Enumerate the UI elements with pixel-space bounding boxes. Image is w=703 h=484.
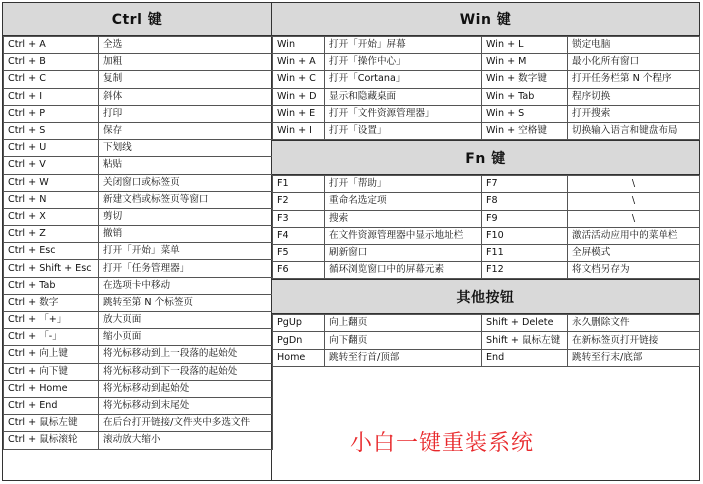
table-row xyxy=(4,88,273,105)
table-row xyxy=(273,332,700,349)
shortcut-action: 循环浏览窗口中的屏幕元素 xyxy=(325,262,482,279)
table-row xyxy=(4,37,273,54)
shortcut-key: Ctrl + 数字 xyxy=(4,294,99,311)
shortcut-key: Win + I xyxy=(273,122,325,139)
shortcut-action: 将光标移动到上一段落的起始处 xyxy=(99,346,273,363)
table-row xyxy=(4,346,273,363)
shortcut-key: Ctrl + 向上键 xyxy=(4,346,99,363)
shortcut-key: End xyxy=(482,349,568,366)
table-row xyxy=(4,432,273,449)
table-row xyxy=(273,262,700,279)
shortcut-key: Ctrl + End xyxy=(4,397,99,414)
shortcut-action: 打开任务栏第 N 个程序 xyxy=(568,71,700,88)
shortcut-key: Ctrl + I xyxy=(4,88,99,105)
shortcut-key: Ctrl + 「-」 xyxy=(4,329,99,346)
shortcut-key: Ctrl + C xyxy=(4,71,99,88)
shortcut-key: Win + D xyxy=(273,88,325,105)
table-row xyxy=(4,122,273,139)
shortcut-action: 打开「操作中心」 xyxy=(325,54,482,71)
shortcut-key: Win + S xyxy=(482,105,568,122)
ctrl-header: Ctrl 键 xyxy=(3,3,271,36)
table-row xyxy=(4,312,273,329)
shortcut-sheet xyxy=(2,2,700,481)
shortcut-action: 缩小页面 xyxy=(99,329,273,346)
shortcut-action: 跳转至行末/底部 xyxy=(568,349,700,366)
shortcut-action: 激活活动应用中的菜单栏 xyxy=(568,227,700,244)
shortcut-action: 将光标移动到末尾处 xyxy=(99,397,273,414)
table-row xyxy=(4,140,273,157)
table-row xyxy=(4,243,273,260)
shortcut-action: \ xyxy=(568,193,700,210)
shortcut-action: 显示和隐藏桌面 xyxy=(325,88,482,105)
table-row xyxy=(4,191,273,208)
table-row xyxy=(4,415,273,432)
table-row xyxy=(4,226,273,243)
table-row xyxy=(273,105,700,122)
shortcut-action: 打开「开始」屏幕 xyxy=(325,37,482,54)
table-row xyxy=(4,363,273,380)
table-row xyxy=(273,176,700,193)
shortcut-action: 将光标移动到起始处 xyxy=(99,380,273,397)
shortcut-action: 永久删除文件 xyxy=(568,315,700,332)
shortcut-action: \ xyxy=(568,176,700,193)
table-row xyxy=(273,193,700,210)
shortcut-action: 打开「Cortana」 xyxy=(325,71,482,88)
shortcut-key: Win + C xyxy=(273,71,325,88)
table-row xyxy=(4,174,273,191)
shortcut-key: Ctrl + Z xyxy=(4,226,99,243)
table-row xyxy=(4,329,273,346)
shortcut-key: Ctrl + S xyxy=(4,122,99,139)
shortcut-action: 新建文档或标签页等窗口 xyxy=(99,191,273,208)
shortcut-action: 在新标签页打开链接 xyxy=(568,332,700,349)
table-row xyxy=(4,54,273,71)
shortcut-action: 打开「帮助」 xyxy=(325,176,482,193)
shortcut-key: F12 xyxy=(482,262,568,279)
shortcut-key: Ctrl + 「+」 xyxy=(4,312,99,329)
shortcut-action: 打印 xyxy=(99,105,273,122)
shortcut-key: Ctrl + Tab xyxy=(4,277,99,294)
shortcut-key: Ctrl + B xyxy=(4,54,99,71)
shortcut-action: 将光标移动到下一段落的起始处 xyxy=(99,363,273,380)
shortcut-action: 打开「任务管理器」 xyxy=(99,260,273,277)
shortcut-key: Ctrl + A xyxy=(4,37,99,54)
shortcut-action: 重命名选定项 xyxy=(325,193,482,210)
shortcut-action: 锁定电脑 xyxy=(568,37,700,54)
shortcut-key: Ctrl + V xyxy=(4,157,99,174)
shortcut-action: 向下翻页 xyxy=(325,332,482,349)
shortcut-key: Ctrl + N xyxy=(4,191,99,208)
shortcut-key: Ctrl + X xyxy=(4,208,99,225)
table-row xyxy=(4,157,273,174)
watermark-logo: 小白一键重装系统 xyxy=(350,431,535,456)
shortcut-action: 在后台打开链接/文件夹中多选文件 xyxy=(99,415,273,432)
table-row xyxy=(273,349,700,366)
shortcut-key: Ctrl + Home xyxy=(4,380,99,397)
shortcut-action: \ xyxy=(568,210,700,227)
shortcut-action: 粘贴 xyxy=(99,157,273,174)
shortcut-key: Win xyxy=(273,37,325,54)
shortcut-action: 滚动放大缩小 xyxy=(99,432,273,449)
fn-table xyxy=(272,175,700,279)
shortcut-action: 向上翻页 xyxy=(325,315,482,332)
win-table xyxy=(272,36,700,140)
shortcut-action: 打开「设置」 xyxy=(325,122,482,139)
table-row xyxy=(4,260,273,277)
shortcut-key: F4 xyxy=(273,227,325,244)
other-header: 其他按钮 xyxy=(272,279,699,314)
table-row xyxy=(273,227,700,244)
ctrl-panel xyxy=(3,3,272,480)
ctrl-table xyxy=(3,36,273,450)
table-row xyxy=(4,397,273,414)
shortcut-action: 斜体 xyxy=(99,88,273,105)
shortcut-action: 跳转至第 N 个标签页 xyxy=(99,294,273,311)
right-panel xyxy=(272,3,699,480)
shortcut-action: 放大页面 xyxy=(99,312,273,329)
table-row xyxy=(273,122,700,139)
shortcut-key: Win + 数字键 xyxy=(482,71,568,88)
shortcut-action: 搜索 xyxy=(325,210,482,227)
shortcut-action: 程序切换 xyxy=(568,88,700,105)
shortcut-key: F5 xyxy=(273,244,325,261)
table-row xyxy=(273,37,700,54)
table-row xyxy=(273,88,700,105)
table-row xyxy=(4,277,273,294)
shortcut-key: PgUp xyxy=(273,315,325,332)
shortcut-action: 刷新窗口 xyxy=(325,244,482,261)
shortcut-key: Win + A xyxy=(273,54,325,71)
shortcut-key: Ctrl + Esc xyxy=(4,243,99,260)
shortcut-key: F7 xyxy=(482,176,568,193)
other-table xyxy=(272,314,700,367)
shortcut-key: F9 xyxy=(482,210,568,227)
shortcut-key: F6 xyxy=(273,262,325,279)
shortcut-key: Ctrl + 鼠标左键 xyxy=(4,415,99,432)
shortcut-action: 下划线 xyxy=(99,140,273,157)
shortcut-action: 关闭窗口或标签页 xyxy=(99,174,273,191)
shortcut-key: Win + Tab xyxy=(482,88,568,105)
shortcut-key: Win + E xyxy=(273,105,325,122)
shortcut-action: 全屏模式 xyxy=(568,244,700,261)
shortcut-action: 剪切 xyxy=(99,208,273,225)
shortcut-action: 最小化所有窗口 xyxy=(568,54,700,71)
shortcut-key: Ctrl + P xyxy=(4,105,99,122)
win-header: Win 键 xyxy=(272,3,699,36)
shortcut-key: F1 xyxy=(273,176,325,193)
shortcut-key: Win + L xyxy=(482,37,568,54)
table-row xyxy=(273,244,700,261)
fn-header: Fn 键 xyxy=(272,140,699,175)
table-row xyxy=(4,105,273,122)
shortcut-key: Ctrl + U xyxy=(4,140,99,157)
table-row xyxy=(273,210,700,227)
table-row xyxy=(273,315,700,332)
shortcut-action: 加粗 xyxy=(99,54,273,71)
table-row xyxy=(273,71,700,88)
shortcut-action: 打开「开始」菜单 xyxy=(99,243,273,260)
shortcut-action: 全选 xyxy=(99,37,273,54)
shortcut-action: 撤销 xyxy=(99,226,273,243)
table-row xyxy=(4,208,273,225)
shortcut-key: F10 xyxy=(482,227,568,244)
shortcut-key: Ctrl + W xyxy=(4,174,99,191)
shortcut-key: F11 xyxy=(482,244,568,261)
shortcut-action: 复制 xyxy=(99,71,273,88)
shortcut-key: Win + 空格键 xyxy=(482,122,568,139)
shortcut-key: F8 xyxy=(482,193,568,210)
shortcut-key: F3 xyxy=(273,210,325,227)
table-row xyxy=(4,294,273,311)
shortcut-action: 打开搜索 xyxy=(568,105,700,122)
shortcut-action: 跳转至行首/顶部 xyxy=(325,349,482,366)
table-row xyxy=(4,71,273,88)
shortcut-key: Ctrl + Shift + Esc xyxy=(4,260,99,277)
shortcut-key: Shift + Delete xyxy=(482,315,568,332)
shortcut-action: 切换输入语言和键盘布局 xyxy=(568,122,700,139)
shortcut-action: 在文件资源管理器中显示地址栏 xyxy=(325,227,482,244)
shortcut-key: Ctrl + 鼠标滚轮 xyxy=(4,432,99,449)
table-row xyxy=(4,380,273,397)
shortcut-key: Win + M xyxy=(482,54,568,71)
shortcut-key: F2 xyxy=(273,193,325,210)
table-row xyxy=(273,54,700,71)
shortcut-action: 保存 xyxy=(99,122,273,139)
shortcut-key: Home xyxy=(273,349,325,366)
shortcut-action: 打开「文件资源管理器」 xyxy=(325,105,482,122)
shortcut-action: 在选项卡中移动 xyxy=(99,277,273,294)
shortcut-key: PgDn xyxy=(273,332,325,349)
shortcut-action: 将文档另存为 xyxy=(568,262,700,279)
shortcut-key: Shift + 鼠标左键 xyxy=(482,332,568,349)
shortcut-key: Ctrl + 向下键 xyxy=(4,363,99,380)
